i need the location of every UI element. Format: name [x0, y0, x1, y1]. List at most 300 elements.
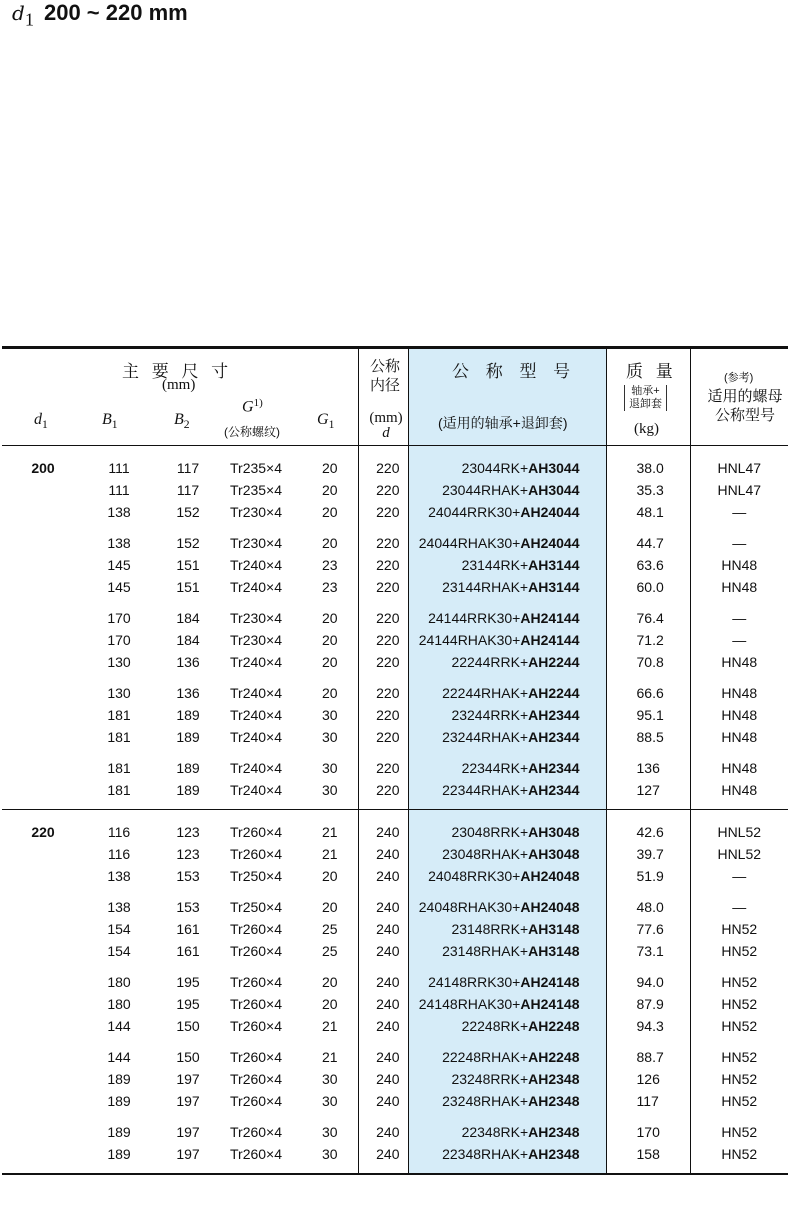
- cell-thread: Tr260×4: [230, 1071, 283, 1087]
- cell-thread: Tr250×4: [230, 868, 283, 884]
- cell-thread: Tr235×4: [230, 482, 283, 498]
- cell-nut: —: [690, 887, 788, 918]
- table-row: [2, 962, 788, 993]
- table-row: [2, 523, 788, 554]
- cell-bore: 240: [358, 918, 408, 940]
- cell-mass: 63.6: [606, 554, 690, 576]
- cell-b1: 181: [107, 760, 131, 776]
- table-row: [2, 918, 788, 940]
- cell-nut: —: [690, 523, 788, 554]
- table-row: [2, 865, 788, 887]
- cell-thread: Tr250×4: [230, 899, 283, 915]
- cell-d1: [2, 843, 84, 865]
- cell-b2: 123: [176, 846, 200, 862]
- cell-thread: Tr260×4: [230, 1146, 283, 1162]
- cell-d1: [2, 726, 84, 748]
- sleeve-code: AH2344: [528, 707, 580, 723]
- cell-d1: [2, 1143, 84, 1174]
- bearing-code: 23248RHAK+: [442, 1093, 529, 1109]
- cell-g1: 20: [321, 632, 338, 648]
- cell-b1: 111: [108, 482, 130, 498]
- table-row: [2, 598, 788, 629]
- bearing-code: 24044RRK30+: [428, 504, 521, 520]
- bearing-code: 23248RRK+: [451, 1071, 529, 1087]
- cell-thread: Tr240×4: [230, 685, 283, 701]
- sleeve-code: AH3148: [528, 943, 580, 959]
- sleeve-code: AH2344: [528, 729, 580, 745]
- cell-mass: 71.2: [606, 629, 690, 651]
- cell-mass: 73.1: [606, 940, 690, 962]
- cell-b2: 197: [176, 1093, 200, 1109]
- cell-designation: [408, 810, 606, 844]
- sleeve-code: AH3144: [528, 579, 580, 595]
- cell-nut: HN52: [690, 1090, 788, 1112]
- cell-g1: 20: [321, 482, 338, 498]
- cell-g1: 20: [321, 504, 338, 520]
- cell-mass: 51.9: [606, 865, 690, 887]
- cell-g1: 20: [321, 996, 338, 1012]
- table-row: [2, 810, 788, 844]
- cell-designation: [408, 726, 606, 748]
- cell-nut: HN52: [690, 1143, 788, 1174]
- cell-designation: [408, 629, 606, 651]
- cell-b1: 189: [107, 1146, 131, 1162]
- cell-designation: [408, 1112, 606, 1143]
- cell-designation: [408, 554, 606, 576]
- cell-b1: 181: [107, 707, 131, 723]
- cell-g1: 20: [321, 868, 338, 884]
- sleeve-code: AH2348: [528, 1071, 580, 1087]
- cell-thread: Tr260×4: [230, 1124, 283, 1140]
- cell-b2: 189: [176, 782, 200, 798]
- sleeve-code: AH24048: [520, 868, 580, 884]
- cell-thread: Tr240×4: [230, 707, 283, 723]
- bearing-code: 22344RHAK+: [442, 782, 529, 798]
- sleeve-code: AH3144: [528, 557, 580, 573]
- cell-b1: 181: [107, 782, 131, 798]
- cell-nut: HNL52: [690, 810, 788, 844]
- bearing-code: 22244RHAK+: [442, 685, 529, 701]
- cell-b1: 111: [108, 460, 130, 476]
- cell-bore: 240: [358, 1090, 408, 1112]
- cell-thread: Tr260×4: [230, 921, 283, 937]
- cell-designation: [408, 446, 606, 479]
- table-row: [2, 1015, 788, 1037]
- sleeve-code: AH24144: [520, 610, 580, 626]
- table-row: [2, 1068, 788, 1090]
- cell-g1: 30: [321, 729, 338, 745]
- bearing-code: 22348RHAK+: [442, 1146, 529, 1162]
- cell-b1: 181: [107, 729, 131, 745]
- cell-bore: 220: [358, 576, 408, 598]
- cell-mass: 38.0: [606, 446, 690, 479]
- bearing-code: 23144RHAK+: [442, 579, 529, 595]
- sleeve-code: AH24144: [520, 632, 580, 648]
- sleeve-code: AH2344: [528, 760, 580, 776]
- table-row: [2, 1037, 788, 1068]
- bearing-code: 23144RK+: [461, 557, 529, 573]
- cell-b1: 138: [107, 535, 131, 551]
- cell-bore: 220: [358, 479, 408, 501]
- cell-d1: [2, 704, 84, 726]
- cell-b2: 136: [176, 654, 200, 670]
- cell-d1: [2, 1068, 84, 1090]
- cell-nut: —: [690, 501, 788, 523]
- cell-nut: HN52: [690, 918, 788, 940]
- bearing-code: 22344RK+: [461, 760, 529, 776]
- cell-bore: 240: [358, 1037, 408, 1068]
- sleeve-code: AH24048: [520, 899, 580, 915]
- cell-d1: [2, 748, 84, 779]
- table-row: [2, 940, 788, 962]
- cell-mass: 94.0: [606, 962, 690, 993]
- cell-nut: HN52: [690, 993, 788, 1015]
- cell-bore: 220: [358, 726, 408, 748]
- cell-d1: [2, 865, 84, 887]
- bearing-code: 22244RRK+: [451, 654, 529, 670]
- table-row: [2, 1090, 788, 1112]
- cell-d1: [2, 1037, 84, 1068]
- cell-mass: 48.0: [606, 887, 690, 918]
- cell-b1: 189: [107, 1071, 131, 1087]
- cell-b2: 189: [176, 760, 200, 776]
- cell-b1: 130: [107, 654, 131, 670]
- bearing-code: 23044RK+: [461, 460, 529, 476]
- cell-bore: 220: [358, 651, 408, 673]
- cell-bore: 240: [358, 810, 408, 844]
- cell-mass: 77.6: [606, 918, 690, 940]
- cell-mass: 170: [606, 1112, 690, 1143]
- cell-bore: 220: [358, 501, 408, 523]
- cell-g1: 25: [321, 921, 338, 937]
- cell-g1: 30: [321, 1093, 338, 1109]
- cell-d1: [2, 940, 84, 962]
- sleeve-code: AH2348: [528, 1124, 580, 1140]
- table-row: [2, 1143, 788, 1174]
- table-row: [2, 843, 788, 865]
- cell-mass: 127: [606, 779, 690, 810]
- sleeve-code: AH2244: [528, 685, 580, 701]
- cell-g1: 23: [321, 579, 338, 595]
- cell-g1: 21: [321, 846, 338, 862]
- cell-nut: HN48: [690, 554, 788, 576]
- cell-nut: HN48: [690, 726, 788, 748]
- sleeve-code: AH3044: [528, 482, 580, 498]
- cell-d1: [2, 651, 84, 673]
- cell-b1: 116: [107, 824, 131, 840]
- cell-g1: 30: [321, 760, 338, 776]
- cell-d1: 200: [31, 460, 55, 476]
- cell-b2: 136: [176, 685, 200, 701]
- cell-bore: 240: [358, 993, 408, 1015]
- bearing-code: 24144RRK30+: [428, 610, 521, 626]
- cell-designation: [408, 1015, 606, 1037]
- table-header: 主 要 尺 寸 (mm) $d_1$ $B_1$ $B_2$ $G^{1)}$ (公称螺纹) $G_1$ 公称 内径 (mm) d 公 称 型 号 (适用的轴承+退卸套) 质 量 轴承+ 退卸套 (kg) (参考) 适用的螺母 公称型号: [2, 346, 788, 446]
- table-body: [2, 446, 788, 1175]
- cell-b2: 151: [176, 579, 200, 595]
- cell-thread: Tr240×4: [230, 760, 283, 776]
- cell-bore: 220: [358, 446, 408, 479]
- bearing-code: 23048RHAK+: [442, 846, 529, 862]
- cell-nut: —: [690, 865, 788, 887]
- sleeve-code: AH24044: [520, 535, 580, 551]
- cell-thread: Tr260×4: [230, 1018, 283, 1034]
- cell-designation: [408, 993, 606, 1015]
- cell-mass: 39.7: [606, 843, 690, 865]
- cell-b2: 117: [176, 482, 200, 498]
- cell-b1: 154: [107, 921, 131, 937]
- sleeve-code: AH2248: [528, 1049, 580, 1065]
- cell-mass: 42.6: [606, 810, 690, 844]
- sleeve-code: AH24148: [520, 996, 580, 1012]
- cell-b2: 153: [176, 899, 200, 915]
- cell-bore: 240: [358, 962, 408, 993]
- cell-g1: 30: [321, 1124, 338, 1140]
- cell-designation: [408, 843, 606, 865]
- cell-d1: [2, 598, 84, 629]
- cell-nut: HN48: [690, 673, 788, 704]
- cell-d1: [2, 523, 84, 554]
- cell-g1: 20: [321, 535, 338, 551]
- cell-g1: 20: [321, 610, 338, 626]
- cell-d1: [2, 629, 84, 651]
- cell-d1: [2, 918, 84, 940]
- cell-d1: [2, 576, 84, 598]
- bearing-table: [2, 346, 788, 1175]
- cell-nut: HN52: [690, 1015, 788, 1037]
- bearing-code: 24048RHAK30+: [418, 899, 521, 915]
- cell-designation: [408, 1037, 606, 1068]
- bearing-code: 23044RHAK+: [442, 482, 529, 498]
- cell-d1: [2, 779, 84, 810]
- bearing-code: 24148RHAK30+: [418, 996, 521, 1012]
- cell-mass: 48.1: [606, 501, 690, 523]
- cell-thread: Tr230×4: [230, 632, 283, 648]
- bearing-code: 24148RRK30+: [428, 974, 521, 990]
- cell-designation: [408, 887, 606, 918]
- cell-thread: Tr240×4: [230, 729, 283, 745]
- cell-thread: Tr240×4: [230, 782, 283, 798]
- table-row: [2, 576, 788, 598]
- cell-g1: 20: [321, 654, 338, 670]
- sleeve-code: AH2348: [528, 1093, 580, 1109]
- sleeve-code: AH3148: [528, 921, 580, 937]
- sleeve-code: AH3048: [528, 846, 580, 862]
- bearing-code: 23148RHAK+: [442, 943, 529, 959]
- table-row: [2, 554, 788, 576]
- cell-b2: 197: [176, 1124, 200, 1140]
- cell-b2: 184: [176, 632, 200, 648]
- cell-nut: HN48: [690, 704, 788, 726]
- cell-d1: [2, 887, 84, 918]
- cell-d1: [2, 501, 84, 523]
- sleeve-code: AH2244: [528, 654, 580, 670]
- cell-mass: 94.3: [606, 1015, 690, 1037]
- table-row: [2, 446, 788, 479]
- cell-d1: [2, 554, 84, 576]
- cell-b2: 150: [176, 1018, 200, 1034]
- cell-g1: 21: [321, 824, 338, 840]
- bearing-code: 22348RK+: [461, 1124, 529, 1140]
- table-row: [2, 1112, 788, 1143]
- cell-bore: 220: [358, 779, 408, 810]
- cell-designation: [408, 576, 606, 598]
- cell-b2: 123: [176, 824, 200, 840]
- cell-d1: [2, 993, 84, 1015]
- cell-nut: HN52: [690, 940, 788, 962]
- cell-designation: [408, 598, 606, 629]
- cell-bore: 220: [358, 673, 408, 704]
- cell-bore: 220: [358, 523, 408, 554]
- cell-mass: 136: [606, 748, 690, 779]
- cell-designation: [408, 523, 606, 554]
- cell-designation: [408, 673, 606, 704]
- cell-bore: 240: [358, 1068, 408, 1090]
- cell-thread: Tr260×4: [230, 1093, 283, 1109]
- cell-mass: 88.5: [606, 726, 690, 748]
- cell-bore: 240: [358, 1143, 408, 1174]
- cell-nut: —: [690, 629, 788, 651]
- cell-b1: 144: [107, 1049, 131, 1065]
- cell-bore: 240: [358, 1015, 408, 1037]
- cell-nut: HN52: [690, 962, 788, 993]
- cell-mass: 35.3: [606, 479, 690, 501]
- cell-g1: 21: [321, 1049, 338, 1065]
- table-row: [2, 651, 788, 673]
- cell-designation: [408, 479, 606, 501]
- sleeve-code: AH24148: [520, 974, 580, 990]
- table-row: [2, 673, 788, 704]
- cell-mass: 87.9: [606, 993, 690, 1015]
- cell-thread: Tr260×4: [230, 974, 283, 990]
- cell-mass: 126: [606, 1068, 690, 1090]
- cell-designation: [408, 918, 606, 940]
- cell-d1: [2, 479, 84, 501]
- table-row: [2, 993, 788, 1015]
- cell-mass: 76.4: [606, 598, 690, 629]
- sleeve-code: AH3044: [528, 460, 580, 476]
- cell-nut: HN48: [690, 748, 788, 779]
- cell-nut: HN48: [690, 779, 788, 810]
- cell-designation: [408, 865, 606, 887]
- cell-b2: 150: [176, 1049, 200, 1065]
- cell-g1: 30: [321, 1146, 338, 1162]
- cell-designation: [408, 1143, 606, 1174]
- table-row: [2, 501, 788, 523]
- cell-b1: 138: [107, 504, 131, 520]
- bearing-code: 24048RRK30+: [428, 868, 521, 884]
- sleeve-code: AH2344: [528, 782, 580, 798]
- cell-thread: Tr260×4: [230, 824, 283, 840]
- cell-bore: 220: [358, 554, 408, 576]
- table-row: [2, 779, 788, 810]
- table-row: [2, 887, 788, 918]
- table-row: [2, 704, 788, 726]
- cell-b2: 152: [176, 504, 200, 520]
- cell-mass: 117: [606, 1090, 690, 1112]
- cell-bore: 220: [358, 629, 408, 651]
- cell-d1: [2, 673, 84, 704]
- cell-b1: 138: [107, 899, 131, 915]
- sleeve-code: AH3048: [528, 824, 580, 840]
- bearing-code: 23244RRK+: [451, 707, 529, 723]
- cell-b2: 153: [176, 868, 200, 884]
- cell-designation: [408, 940, 606, 962]
- cell-nut: HNL47: [690, 446, 788, 479]
- cell-thread: Tr230×4: [230, 535, 283, 551]
- cell-mass: 44.7: [606, 523, 690, 554]
- cell-b2: 151: [176, 557, 200, 573]
- bearing-code: 23048RRK+: [451, 824, 529, 840]
- cell-b1: 138: [107, 868, 131, 884]
- cell-designation: [408, 651, 606, 673]
- cell-bore: 220: [358, 748, 408, 779]
- bearing-code: 22248RK+: [461, 1018, 529, 1034]
- cell-designation: [408, 1068, 606, 1090]
- cell-bore: 240: [358, 1112, 408, 1143]
- cell-d1: [2, 1112, 84, 1143]
- cell-b1: 180: [107, 996, 131, 1012]
- cell-designation: [408, 704, 606, 726]
- bearing-code: 23244RHAK+: [442, 729, 529, 745]
- cell-nut: HN52: [690, 1037, 788, 1068]
- bearing-code: 24044RHAK30+: [418, 535, 521, 551]
- sleeve-code: AH2248: [528, 1018, 580, 1034]
- cell-mass: 66.6: [606, 673, 690, 704]
- cell-g1: 30: [321, 782, 338, 798]
- cell-g1: 30: [321, 707, 338, 723]
- cell-mass: 95.1: [606, 704, 690, 726]
- sleeve-code: AH2348: [528, 1146, 580, 1162]
- cell-mass: 88.7: [606, 1037, 690, 1068]
- cell-b1: 170: [107, 610, 131, 626]
- cell-bore: 220: [358, 598, 408, 629]
- cell-thread: Tr260×4: [230, 943, 283, 959]
- cell-b2: 161: [176, 921, 200, 937]
- cell-b2: 195: [176, 996, 200, 1012]
- sleeve-code: AH24044: [520, 504, 580, 520]
- cell-thread: Tr230×4: [230, 610, 283, 626]
- cell-bore: 220: [358, 704, 408, 726]
- cell-mass: 158: [606, 1143, 690, 1174]
- cell-nut: HN48: [690, 576, 788, 598]
- cell-nut: —: [690, 598, 788, 629]
- cell-b1: 116: [107, 846, 131, 862]
- cell-d1: [2, 962, 84, 993]
- cell-b1: 144: [107, 1018, 131, 1034]
- cell-g1: 21: [321, 1018, 338, 1034]
- cell-nut: HN52: [690, 1068, 788, 1090]
- cell-b1: 189: [107, 1093, 131, 1109]
- cell-b2: 197: [176, 1146, 200, 1162]
- cell-thread: Tr260×4: [230, 996, 283, 1012]
- cell-g1: 30: [321, 1071, 338, 1087]
- cell-g1: 20: [321, 460, 338, 476]
- cell-b1: 145: [107, 579, 131, 595]
- cell-bore: 240: [358, 887, 408, 918]
- table-row: [2, 748, 788, 779]
- table-row: [2, 629, 788, 651]
- cell-b1: 145: [107, 557, 131, 573]
- table-row: [2, 726, 788, 748]
- cell-b1: 180: [107, 974, 131, 990]
- cell-b1: 154: [107, 943, 131, 959]
- cell-designation: [408, 779, 606, 810]
- cell-d1: [2, 1090, 84, 1112]
- cell-g1: 20: [321, 685, 338, 701]
- bearing-code: 22248RHAK+: [442, 1049, 529, 1065]
- cell-b2: 117: [176, 460, 200, 476]
